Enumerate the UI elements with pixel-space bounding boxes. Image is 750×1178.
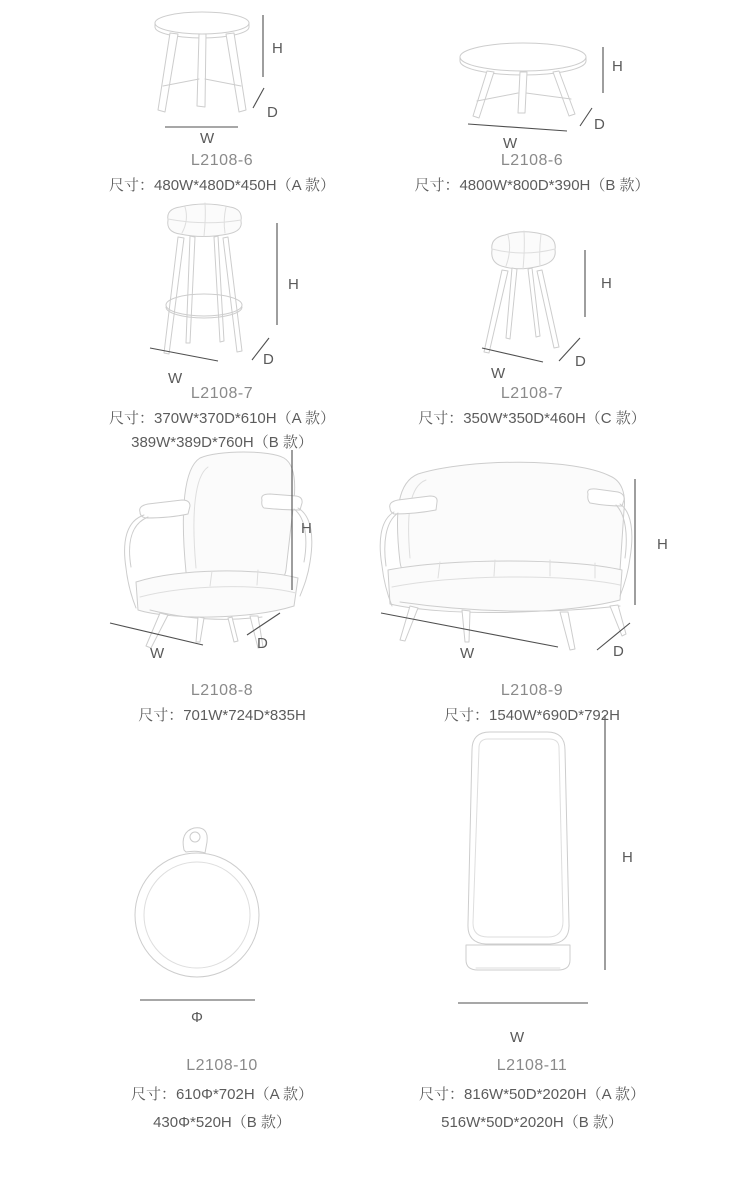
- dimension-lines: [165, 15, 283, 147]
- depth-label: D: [267, 104, 278, 121]
- depth-label: D: [575, 353, 586, 370]
- width-label: W: [510, 1029, 525, 1046]
- product-size: 430Φ*520H（B 款）: [153, 1114, 291, 1131]
- product-code: L2108-7: [190, 385, 254, 402]
- product-code: L2108-10: [186, 1057, 258, 1074]
- product-size: 尺寸：816W*50D*2020H（A 款）: [419, 1086, 645, 1103]
- product-size: 尺寸：4800W*800D*390H（B 款）: [414, 177, 650, 194]
- product-size: 尺寸：370W*370D*610H（A 款）: [109, 410, 335, 427]
- width-dimension-line: [150, 348, 218, 361]
- armchair-sketch-icon: [125, 452, 312, 648]
- armchair-drawing: [100, 450, 330, 665]
- round-coffee-table-drawing: [430, 20, 650, 155]
- depth-label: D: [263, 351, 274, 368]
- depth-label: D: [594, 116, 605, 133]
- coffee-table-sketch-icon: [460, 43, 586, 118]
- low-stool-drawing: [460, 220, 625, 385]
- product-code: L2108-9: [500, 682, 564, 699]
- width-label: W: [168, 370, 183, 387]
- height-label: H: [301, 520, 312, 537]
- sofa-sketch-icon: [380, 462, 632, 650]
- side-table-sketch-icon: [155, 12, 249, 112]
- sofa-drawing: [370, 450, 682, 665]
- height-label: H: [288, 276, 299, 293]
- width-dimension-line: [482, 348, 543, 362]
- depth-dimension-line: [253, 88, 264, 108]
- height-label: H: [272, 40, 283, 57]
- width-label: W: [150, 645, 165, 662]
- product-size: 389W*389D*760H（B 款）: [131, 434, 313, 451]
- round-mirror-drawing: [120, 820, 300, 1030]
- product-code: L2108-8: [190, 682, 254, 699]
- bar-stool-drawing: [130, 195, 315, 395]
- low-stool-sketch-icon: [484, 231, 559, 353]
- product-size: 516W*50D*2020H（B 款）: [441, 1114, 623, 1131]
- height-label: H: [601, 275, 612, 292]
- depth-label: D: [613, 643, 624, 660]
- product-code: L2108-6: [190, 152, 254, 169]
- product-size: 尺寸：350W*350D*460H（C 款）: [418, 410, 646, 427]
- height-label: H: [622, 849, 633, 866]
- round-side-table-drawing: [130, 0, 300, 150]
- bar-stool-sketch-icon: [164, 203, 242, 354]
- width-dimension-line: [468, 124, 567, 131]
- width-label: W: [491, 365, 506, 382]
- width-label: W: [460, 645, 475, 662]
- dimension-lines: [140, 1000, 255, 1026]
- product-code: L2108-7: [500, 385, 564, 402]
- width-label: W: [200, 130, 215, 147]
- product-size: 尺寸：701W*724D*835H: [138, 707, 306, 724]
- round-mirror-sketch-icon: [135, 828, 259, 977]
- product-code: L2108-6: [500, 152, 564, 169]
- depth-label: D: [257, 635, 268, 652]
- diameter-label: Φ: [191, 1009, 203, 1026]
- product-size: 尺寸：1540W*690D*792H: [444, 707, 620, 724]
- depth-dimension-line: [580, 108, 592, 126]
- product-size: 尺寸：480W*480D*450H（A 款）: [109, 177, 335, 194]
- product-size: 尺寸：610Φ*702H（A 款）: [130, 1086, 314, 1103]
- height-label: H: [657, 536, 668, 553]
- height-label: H: [612, 58, 623, 75]
- standing-mirror-sketch-icon: [466, 732, 570, 970]
- standing-mirror-drawing: [420, 700, 652, 1050]
- width-label: W: [503, 135, 518, 152]
- product-code: L2108-11: [496, 1057, 568, 1074]
